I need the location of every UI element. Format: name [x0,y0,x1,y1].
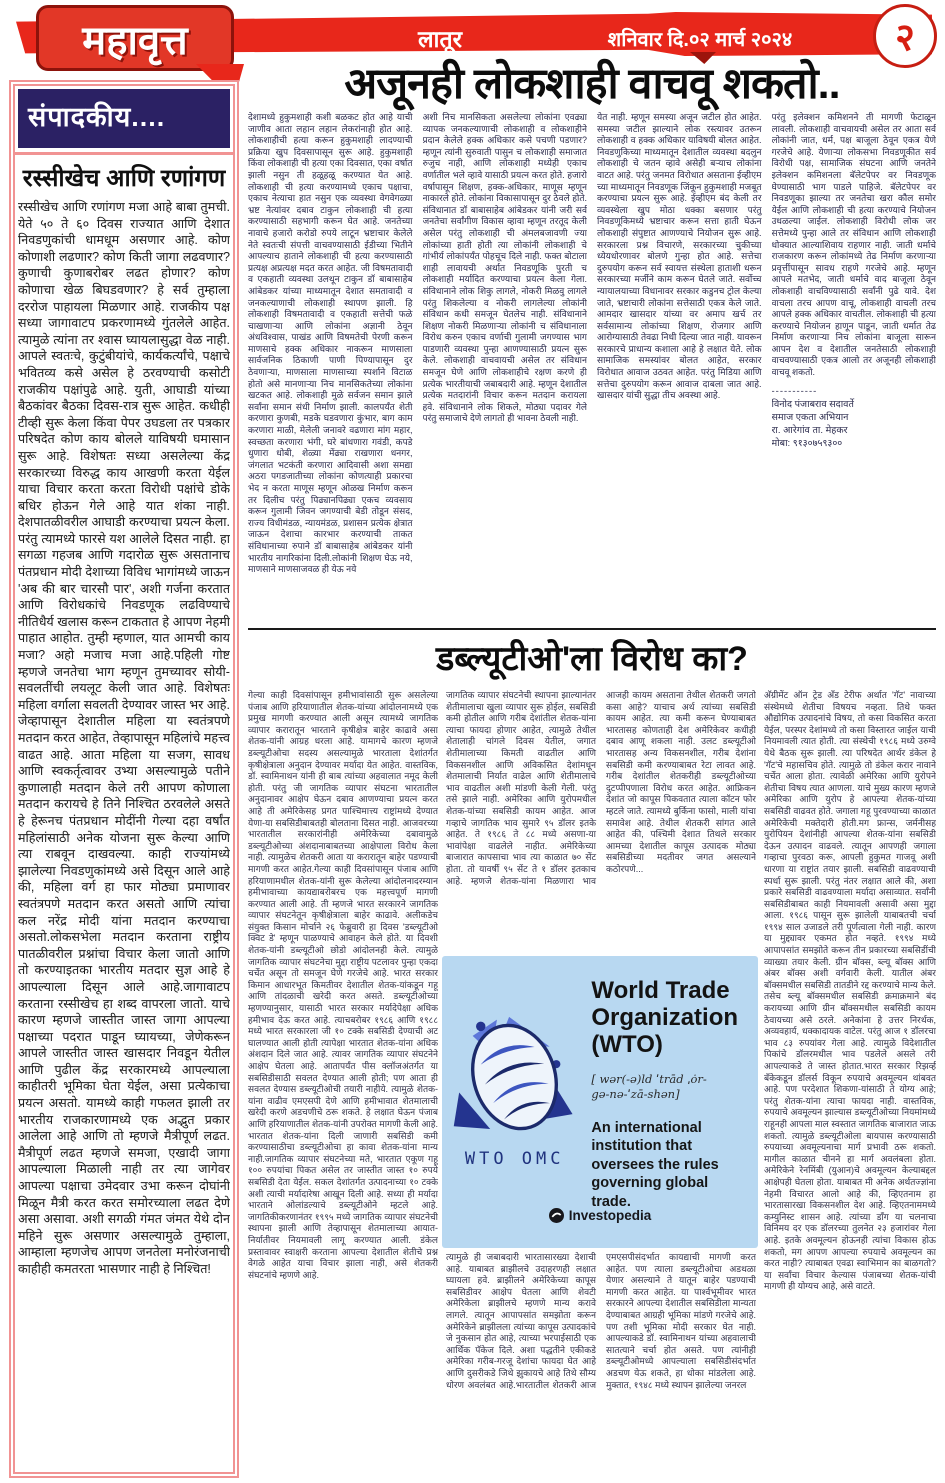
byline-mobile: मोबा: ९१३०७५९३०० [771,437,843,449]
article2-column-left: गेल्या काही दिवसांपासून हमीभावांसाठी सुरू असलेल्या पंजाब आणि हरियाणातील शेतक-यांच्या आंदोलनामध्ये एक प्रमुख मागणी करण्यात आली असून त्यामध्ये जागतिक व्यापार करारातून भारताने कृषीक्षेत्र बाहेर काढावे असा शेतक-यांनी आग्रह धरला आहे. यामागचे कारण म्हणजे डब्ल्यूटीओचा सदस्य असल्यामुळे भारताला देशांतर्गत कृषीक्षेत्राला अनुदान देण्यावर मर्यादा येत आहेत. वास्तविक, डॉ. स्वामिनाथन यांनी ही बाब त्यांच्या अहवालात नमूद केली होती. परंतु जी जागतिक व्यापार संघटना भारतातील अनुदानावर आक्षेप घेऊन दबाव आणण्याचा प्रयत्न करत आहे ती अमेरिकेसह प्रगत पाश्चिमात्त्य राष्ट्रांमध्ये देण्यात येणा-या सबसिडीबाबतही बोलताना दिसत नाही. आजवरच्या भारतातील सरकारांनीही अमेरिकेच्या दबावामुळे डब्ल्यूटीओच्या अंशदानाबाबतच्या आक्षेपाला विरोध केला नाही. त्यामुळेच शेतकरी आता या करारातून बाहेर पडण्याची मागणी करत आहेत.गेल्या काही दिवसांपासून पंजाब आणि हरियाणामधील शेतक-यांनी सुरू केलेल्या आंदोलनादरम्यान हमीभावाच्या कायद्याबरोबरच एक महत्त्वपूर्ण मागणी करण्यात आली आहे. ती म्हणजे भारत सरकारने जागतिक व्यापार संघटनेतून कृषीक्षेत्राला बाहेर काढावे. अलीकडेच संयुक्त किसान मोर्चाने २६ फेब्रुवारी हा दिवस 'डब्ल्यूटीओ क्विट डे' म्हणून पाळण्याचे आवाहन केले होते. या दिवशी शेतक-यांनी डब्ल्यूटीओ छोडो आंदोलनही केले. त्यामुळे जागतिक व्यापार संघटनेचा मुद्दा राष्ट्रीय पटलावर पुन्हा एकदा चर्चेत असून तो समजून घेणे गरजेचे आहे. भारत सरकार किमान आधारभूत किमतीवर देशातील शेतक-यांकडून गहू आणि तांदळाची खरेदी करत असते. डब्ल्यूटीओच्या म्हणण्यानुसार, यासाठी भारत सरकार मर्यादेपेक्षा अधिक हमीभाव देऊ करत आहे. त्याचबरोबर १९८६ आणि १९८८ मध्ये भारत सरकारला जी १० टक्के सबसिडी देण्याची अट घालण्यात आली होती त्यापेक्षा भारतात शेतक-यांना अधिक अंशदान दिले जात आहे. त्यावर जागतिक व्यापार संघटनेने आक्षेप घेतला आहे. आतापर्यंत पीस क्लॉजअंतर्गत या सबसिडीसाठी सवलत देण्यात आली होती; पण आता ही सवलत देण्यास डब्ल्यूटीओची तयारी नाहीये. त्यामुळे शेतक-यांना वाढीव एमएसपी देणे आणि हमीभावात शेतमालाची खरेदी करणे अडचणीचे ठरू शकते. हे लक्षात घेऊन पंजाब आणि हरियाणातील शेतक-यांनी उपरोक्त मागणी केली आहे. भारतात शेतक-यांना दिली जाणारी सबसिडी कमी करण्यासाठीचा डब्ल्यूटीओचा हा कावा शेतक-यांना मान्य नाही.जागतिक व्यापार संघटनेच्या मते, भारतात एकूण गहू १०० रुपयांचा पिकत असेल तर जास्तीत जास्त १० रुपये सबसिडी देता येईल. सकल देशांतर्गत उत्पादनाच्या १० टक्के अशी त्याची मर्यादारेषा आखून दिली आहे. सध्या ही मर्यादा भारताने ओलांडल्याचे डब्ल्यूटीओने म्हटले आहे. जागतिकीकरणानंतर १९९५ मध्ये जागतिक व्यापार संघटनेची स्थापना झाली आणि तेव्हापासून शेतमालाच्या आयात-निर्यातीवर नियमावली लागू करण्यात आली. डंकेल प्रस्तावावर स्वाक्षरी करताना आपल्या देशातील शेतीचे प्रश्न वेगळे आहेत याचा विचार झाला नाही, असे शेतकरी संघटनांचे म्हणणे आहे. [248,690,438,1280]
wto-title: World Trade Organization (WTO) [591,977,739,1058]
byline-author: विनोद पंजाबराव सदावर्ते [771,398,854,410]
article1-column-3: येत नाही. म्हणून समस्या अजून जटील होत आहेत. समस्या जटील झाल्याने लोक रस्त्यावर उतरून लोकशाही व हक्क अधिकार याविषयी बोलत आहेत. निवडणुकिच्या माध्यमातून देशातील व्यवस्था बदलुन लोकशाही चे जतन व्हावे असेही बऱ्याच लोकांना वाटत आहे. परंतु जनमत विरोधात असताना ईव्हीएम च्या माध्यमातून निवडणूक जिंकून हुकुमशाही मजबूत करण्याचा प्रयत्न सुरू आहे. ईव्हीएम बंद केली तर व्यवस्थेला खुप मोठा धक्का बसणार परंतु निवडणूकिमध्ये भ्रष्टाचार करून सत्ता हाती घेऊन लोकशाही संपुष्टात आणण्याचे नियोजन सुरू आहे. सरकारला प्रश्न विचारणे, सरकारच्या चुकीच्या ध्येयधोरणावर बोलणे गुन्हा होत आहे. सत्तेचा दुरुपयोग करून सर्व स्वायत्त संस्थेला हाताशी धरून सरकारच्या मर्जीने काम करून घेतले जाते. सर्वोच्च न्यायालयाच्या विधानावर सरकार कडुनच ट्रोल केल्या जाते, भ्रष्टाचारी लोकांना सत्तेसाठी एकत्र केले जाते. आमदार खासदार यांच्या वर अमाप खर्च तर सर्वसामान्य लोकांच्या शिक्षण, रोजगार आणि आरोग्यासाठी तेवढा निधी दिल्या जात नाही. यावरून सरकारचे प्राधान्य कशाला आहे हे लक्षात येते. लोक सामाजिक समस्यांवर बोलत आहेत, सरकार विरोधात आवाज उठवत आहेत. परंतु मिडिया आणि सत्तेचा दुरुपयोग करून आवाज दाबला जात आहे. खासदार यांची सुद्धा तीच अवस्था आहे. [597,112,762,401]
wto-image-box [442,956,758,1248]
byline-place: रा. आरेगांव ता. मेहकर [771,424,848,436]
article1-column-2: अशी निच मानसिकता असलेल्या लोकांना एवढ्या व्यापक जनकल्याणाची लोकशाही व लोकशाहीने प्रदान केलेले हक्क अधिकार कसे पचणी पडणार? म्हणून त्यांनी सुरुवाती पासुन च लोकशाही समाजात रुजुच नाही, आणि लोकशाही मध्येही एकाच वर्णातील भले व्हावे यासाठी प्रयत्न करत होते. हजारो वर्षापासून शिक्षण, हक्क-अधिकार, माणूस म्हणून नाकारले होते. लोकांना विकासापासून दुर ठेवले होते. संविधानात डॉ बाबासाहेब आंबेडकर यांनी जरी सर्व जनतेचा सर्वांगीण विकास व्हावा म्हणून तरतूद केली असेल परंतु लोकशाही ची अंमलबजावणी ज्या लोकांच्या हाती होती त्या लोकांनी लोकशाही चे गांभीर्य लोकांपर्यंत पोहचूच दिले नाही. फक्त बोटाला शाही लावायची अर्थात निवडणूकि पुरती च लोकशाही मर्यादित करण्याचा प्रयत्न केला गेला. संविधानाने लोक शिकु लागले, नोकरी मिळवु लागले परंतु शिकलेल्या व नोकरी लागलेल्या लोकांनी संविधान कधी समजून घेतलेच नाही. संविधानाने शिक्षण नोकरी मिळणाऱ्या लोकांनी च संविधानाला विरोध करुन एकाच वर्णाची गुलामी जगण्यास भाग पाडणारी व्यवस्था पुन्हा आणण्यासाठी प्रयत्न सुरू केले. लोकशाही वाचवायची असेल तर संविधान समजून घेणे आणि लोकशाहीचे रक्षण करणे ही प्रत्येक भारतीयाची जबाबदारी आहे. म्हणून देशातील प्रत्येक मतदारांनी विचार करून मतदान करायला हवे. संविधानाने लोक शिकले, मोठ्या पदावर गेले परंतु समाजाचे देणे लागतो ही भावना ठेवली नाही. [422,112,587,424]
article1-column-1: देशामध्ये हुकुमशाही कशी बळकट होत आहे याची जाणीव आता लहान लहान लेकरांनाही होत आहे. लोकशाहीची हत्या करून हुकुमशाही लादण्याची प्रक्रिया खुप दिवसापासून सुरू आहे. हुकुमशाही किंवा लोकशाही ची हत्या एका दिवसात, एका वर्षात झाली नसुन ती हळूहळू करण्यात येत आहे. लोकशाही ची हत्या करण्यामध्ये एकाच पक्षाचा, एकाच नेत्याचा हात नसुन एक व्यवस्था वेगवेगळ्या भ्रष्ट नेत्यांवर दबाव टाकुन लोकशाही ची हत्या करण्यासाठी सहभागी करून घेत आहे. जनतेच्या नावाचे हजारो करोडो रुपये लाटून भ्रष्टाचार केलेले नेते स्वतःची संपत्ती वाचवण्यासाठी ईडीच्या भितीने आपल्याच हाताने लोकशाही ची हत्या करण्यासाठी प्रत्यक्ष अप्रत्यक्ष मदत करत आहेत. जी विषमतावादी व एकहाती व्यवस्था उलथून टाकुन डॉ बाबासाहेब आंबेडकर यांच्या माध्यमातून देशात समतावादी व जनकल्याणाची लोकशाही स्थापण झाली. हि लोकशाही विषमतावादी व एकहाती सत्तेची फळे चाखणाऱ्या आणि लोकांना अज्ञानी ठेवून अंधविश्वास, पाखंड आणि विषमतेची पेरणी करून माणसाचे हक्क अधिकार नाकरून माणसाला सार्वजनिक ठिकाणी पाणी पिण्यापासून दुर ठेवणाऱ्या, माणसाला माणसाच्या स्पर्शाने विटाळ होतो असे मानणाऱ्या निच मानसिकतेच्या लोकांना खटकत आहे. लोकशाही मुळे सर्वजन समान झाले सर्वांना समान संधी निर्माण झाली. कालपर्यंत शेती करणारा कुणबी, मडके घडवणारा कुंभार, बाग काम करणारा माळी, मेलेली जनावरे वढणारा मांग महार, स्वच्छता करणारा भंगी, घरे बांधणारा गवंडी, कपडे धुणारा धोबी, शेळ्या मेंढ्या राखणारा धनगर, जंगलात भटकंती करणारा आदिवासी अशा समद्या अठरा पगडजातीच्या लोकांना कोणत्याही प्रकारचा भेद न करता माणूस म्हणून ओळख निर्माण करून तर दिलीच परंतु पिढ्यानपिढ्या एकच व्यवसाय करून गुलामी जिवन जगण्याची बेडी तोडून संसद, राज्य विधीमंडळ, न्यायमंडळ, प्रशासन प्रत्येक क्षेत्रात जाऊन देशाचा कारभार करण्याची ताकत संविधानाच्या रुपाने डॉ बाबासाहेब आंबेडकर यांनी भारतीय नागरिकांना दिली.लोकांनी शिक्षण घेऊ नये, माणसाने माणसाजवळ ही येऊ नये [248,112,413,575]
article1-byline [772,385,937,450]
editorial-box [9,80,239,1478]
investopedia-icon [549,1208,564,1223]
article2-columns-middle-top: जागतिक व्यापार संघटनेची स्थापना झाल्यानंतर शेतीमालाचा खुला व्यापार सुरू होईल, सबसिडी कमी होतील आणि गरीब देशांतील शेतक-यांना त्याचा फायदा होणार आहेत, त्यामुळे तेथील शेतालाही चांगले दिवस येतील, जगात शेतीमालाच्या किमती वाढतील आणि विकसनशील आणि अविकसित देशांमधून शेतमालाची निर्यात वाढेल आणि शेतीमालाचे भाव वाढतील अशी मांडणी केली गेली. परंतु तसे झाले नाही. अमेरिका आणि युरोपमधील शेतक-यांच्या सबसिडी कायम आहेत. आज गव्हाचे जागतिक भाव सुमारे ९५ डॉलर इतके आहेत. ते १९८६ ते ८८ मध्ये असणा-या भावांपेक्षा वाढलेले नाहीत. अमेरिकेच्या बाजारात कापसाचा भाव त्या काळात ७० सेंट होता. तो यावर्षी ९५ सेंट ते १ डॉलर इतकाच आहे. म्हणजे शेतक-यांना मिळणारा भाव आजही कायम असताना तेथील शेतकरी जगतो कसा आहे? याचाच अर्थ त्यांच्या सबसिडी कायम आहेत. त्या कमी करून घेण्याबाबत भारतासह कोणताही देश अमेरिकेवर कधीही दबाव आणू शकला नाही. उलट डब्ल्यूटीओ भारतासह अन्य विकसनशील, गरीब देशांना सबसिडी कमी करण्याबाबत रेटा लावत आहे. गरीब देशांतील शेतकरीही डब्ल्यूटीओच्या दुटप्पीपणाला विरोध करत आहेत. आफ्रिकन देशांत जो कापूस पिकवतात त्याला कॉटन फोर म्हटले जाते. त्यामध्ये बुर्किना फासो, माली यांचा समावेश आहे. तेथील शेतकरी सांगत आले आहेत की, पश्चिमी देशात तिथले सरकार आमच्या देशातील कापूस उत्पादक मोठ्या सबसिडीच्या मदतीवर जगत असल्याने कठोरपणे... [446,690,756,886]
wto-logo-icon [447,1007,582,1147]
wto-text-block [587,956,758,1210]
wto-description: An international institution that oversees the rules governing global trade. [591,1119,719,1210]
editorial-divider [15,152,233,155]
masthead [36,5,234,71]
wto-credit-text: Investopedia [568,1208,652,1223]
wto-pronunciation: [ wər(-ə)ld ˈtrād ˌȯr-gə-nə-ˈzā-shən] [591,1071,707,1102]
wto-logo [442,956,587,1206]
editorial-section-label: संपादकीय.... [18,89,230,148]
article2-column-right: अ‍ॅग्रीमेंट ऑन ट्रेड अँड टेरीफ अर्थात 'गॅट' नावाच्या संस्थेमध्ये शेतीचा विषयच नव्हता. तिथे फक्त औद्योगिक उत्पादनांचे विषय, तो कसा विकसित करता येईल, परस्पर देशांमध्ये तो कसा विस्तारत जाईल याची नियमावली त्यात होती. त्या संस्थेची १९८६ मध्ये उरुग्वे येथे बैठक सुरू झाली. त्या परिषदेत आर्थर डंकेल हे 'गॅट'चे महासचिव होते. त्यामुळे तो डंकेल करार नावाने चर्चेत आला होता. त्यावेळी अमेरिका आणि युरोपने शेतीचा विषय त्यात आणला. याचे मुख्य कारण म्हणजे अमेरिका आणि युरोप हे आपल्या शेतक-यांच्या सबसिडी वाढवत होते. जगाला गहू पुरवण्याच्या काळात अमेरिकेची मक्तेदारी होती.मग फ्रान्स, जर्मनीसह युरोपियन देशांनीही आपल्या शेतक-यांना सबसिडी देऊन उत्पादन वाढवले. त्यातून आपणही जगाला गव्हाचा पुरवठा करू, आपली हुकुमत गाजवू अशी धारणा या राष्ट्रांत तयार झाली. सबसिडी वाढवण्याची स्पर्धा सुरू झाली. परंतु नंतर लक्षात आले की, अशा प्रकारे सबसिडी वाढवण्याला मर्यादा असाव्यात. सर्वांनी सबसिडीबाबत काही नियमावली असावी असा मुद्दा आला. १९८६ पासून सुरू झालेली याबाबतची चर्चा १९९४ साल उजाडले तरी पूर्णत्वाला गेली नाही. कारण या मुद्द्यावर एकमत होत नव्हते. १९९४ मध्ये आपापसांत समझोते करून तीन प्रकारच्या सबसिडींची व्याख्या तयार केली. ग्रीन बॉक्स, ब्ल्यू बॉक्स आणि अंबर बॉक्स अशी वर्गवारी केली. यातील अंबर बॉक्समधील सबसिडी तातडीने रद्द करण्याचे मान्य केले. तसेच ब्ल्यू बॉक्समधील सबसिडी क्रमाक्रमाने बंद करायच्या आणि ग्रीन बॉक्समधील सबसिडी कायम ठेवायच्या असे ठरले. अनेकांना हे उत्तर निरर्थक, अव्यवहार्य, धक्कादायक वाटेल. परंतु आज १ डॉलरचा भाव ८३ रुपयांवर गेला आहे. त्यामुळे विदेशातील पिकांचे डॉलरमधील भाव पडलेले असले तरी आपल्याकडे ते जास्त होतात.भारत सरकार रिझर्व्ह बँकेकडून डॉलर्स विकून रुपयाचे अवमूल्यन थांबवत आहे. पण परदेशात शिकणा-यांसाठी ते योग्य आहे; परंतु शेतक-यांना त्याचा फायदा नाही. वास्तविक, रुपयाचे अवमूल्यन झाल्यास डब्ल्यूटीओच्या नियमांमध्ये राहूनही आपला माल स्वस्तात जागतिक बाजारात जाऊ शकतो. त्यामुळे डब्ल्यूटीओला बायपास करण्यासाठी रुपयाच्या अवमूल्यनाचा मार्ग प्रभावी ठरू शकतो. मागील काळात चीनने हा मार्ग अवलंबला होता. अमेरिकेने रेनमिंबी (युआन)चे अवमूल्यन केल्याबद्दल आक्षेपही घेतला होता. याबाबत मी अनेक अर्थतज्ज्ञांना नेहमी विचारत आलो आहे की, व्हिएतनाम हा भारतासारखा विकसनशील देश आहे. व्हिएतनाममध्ये कम्युनिस्ट शासन आहे. त्यांच्या डाँग या चलनाचा विनिमय दर एक डॉलरच्या तुलनेत २३ हजारांवर गेला आहे. इतके अवमूल्यन होऊनही त्यांचा विकास होऊ शकतो, मग आपण आपल्या रुपयाचे अवमूल्यन का करत नाही? त्याबाबत एवढा स्वाभिमान का बाळगतो? या सर्वांचा विचार केल्यास पंजाबच्या शेतक-यांची मागणी ही योग्यच आहे, असे वाटते. [764,690,936,1292]
article2-columns-middle-bottom: त्यामुळे ही जबाबदारी भारतासारख्या देशाची आहे. याबाबत ब्राझीलचे उदाहरणही लक्षात घ्यायला हवे. ब्राझीलने अमेरिकेच्या कापूस सबसिडीवर आक्षेप घेतला आणि शेवटी अमेरिकेला ब्राझीलचे म्हणणे मान्य करावे लागले. त्यातून आपापसांत समझोता करून अमेरिकेने ब्राझीलला त्यांच्या कापूस उत्पादकांचे जे नुकसान होत आहे, त्याच्या भरपाईसाठी एक आर्थिक पॅकेज दिले. अशा पद्धतीने एकीकडे अमेरिका गरीब-गरजू देशांचा फायदा घेत आहे आणि दुसरीकडे जिथे झुकायचे आहे तिथे सौम्य धोरण अवलंबत आहे.भारतातील शेतकरी आज एमएसपीसंदर्भात कायद्याची मागणी करत आहेत. पण त्याला डब्ल्यूटीओचा अडथळा येणार असल्याने ते यातून बाहेर पडण्याची मागणी करत आहेत. या पार्श्वभूमीवर भारत सरकारने आपल्या देशातील सबसिडीला मान्यता देण्याबाबत आग्रही भूमिका मांडणे गरजेचे आहे. पण तशी भूमिका मोदी सरकार घेत नाही. आपल्याकडे डॉ. स्वामिनाथन यांच्या अहवालाची सातत्याने चर्चा होत असते. पण त्यांनीही डब्ल्यूटीओमध्ये आपल्याला सबसिडीसंदर्भात अडचण येऊ शकते, हा धोका मांडलेला आहे. मुक्तात, १९४८ मध्ये स्थापन झालेल्या जनरल [446,1252,756,1390]
section-rule [248,628,936,630]
wto-logo-caption: WTO OMC [464,1149,565,1169]
article2-headline: डब्ल्यूटीओ'ला विरोध का? [436,640,748,678]
dateline: शनिवार दि.०२ मार्च २०२४ [607,29,793,51]
article1-headline: अजूनही लोकशाही वाचवू शकतो.. [344,60,840,108]
byline-organization: समाज एकता अभियान [771,411,849,423]
article1-column-4-text: परंतु इलेक्शन कमिशनने ती मागणी फेटाळून लावली. लोकशाही वाचवायची असेल तर आता सर्व लोकांनी जात, धर्म, पक्ष बाजूला ठेवून एकत्र येणे गरजेचे आहे. येणाऱ्या लोकसभा निवडणूकीत सर्व विरोधी पक्ष, सामाजिक संघटना आणि जनतेने इलेक्शन कमिशनला बॅलेटपेपर वर निवडणूक घेण्यासाठी भाग पाडले पाहिजे. बॅलेटपेपर वर निवडणूका झाल्या तर जनतेचा खरा कौल समोर येईल आणि लोकशाही ची हत्या करण्याचे नियोजन उधळल्या जाईल. लोकशाही विरोधी लोक जर सत्तेमध्ये पुन्हा आले तर संविधान आणि लोकशाही धोक्यात आल्याशिवाय राहणार नाही. जाती धर्माचे राजकारण करून लोकांमध्ये तेढ निर्माण करणाऱ्या प्रवृत्तींपासून सावध राहणे गरजेचे आहे. म्हणून आपले मतभेद, जाती धर्माचे वाद बाजूला ठेवून लोकशाही वाचविण्यासाठी सर्वांनी पुढे यावे. देश वाचला तरच आपण वाचू, लोकशाही वाचली तरच आपले हक्क अधिकार वाचतील. लोकशाही ची हत्या करण्याचे नियोजन हाणून पाडून, जाती धर्मात तेढ निर्माण करणाऱ्या निच लोकांना बाजूला सारून आपन देश व देशातील जनतेसाठी लोकशाही वाचवण्यासाठी एकत्र आलो तर अजूनही लोकशाही वाचवू शकतो. [771,112,936,378]
wto-image-inner [442,956,758,1210]
edition-city: लातूर [417,26,463,52]
article1-columns [248,112,936,622]
masthead-title: महावृत्त [82,18,188,63]
editorial-title: रस्सीखेच आणि रणांगण [22,165,226,192]
article1-column-4 [772,112,937,622]
editorial-body: रस्सीखेच आणि रणांगण मजा आहे बाबा तुमची. येते ५० ते ६० दिवस राज्यात आणि देशात निवडणुकांची धामधूम असणार आहे. कोण कोणाशी लढणार? कोण किती जागा लढवणार? कुणाची कुणाबरोबर लढत होणार? कोण कोणाचा खेळ बिघडवणार? हे सर्व तुम्हाला दररोज पाहायला मिळणार आहे. राजकीय पक्ष सध्या जागावाटप प्रकरणामध्ये गुंतलेले आहेत. त्यामुळे त्यांना तर श्वास घ्यायलासुद्धा वेळ नाही. आपले स्वतःचे, कुटुंबीयांचे, कार्यकर्त्यांचे, पक्षाचे भवितव्य कसे असेल हे ठरवण्याची कसोटी राजकीय पक्षांपुढे आहे. युती, आघाडी यांच्या बैठकांवर बैठका दिवस-रात्र सुरू आहेत. कधीही टीव्ही सुरू केला किंवा पेपर उघडला तर पत्रकार परिषदेत कोण काय बोलले याविषयी घमासान सुरू आहे. विशेषतः सध्या असलेल्या केंद्र सरकारच्या विरुद्ध काय आखणी करता येईल याचा विचार करता करता विरोधी पक्षांचे डोके बधिर होऊन गेले आहे यात शंका नाही. देशपातळीवरील आघाडी करण्याचा प्रयत्न केला. परंतु त्यामध्ये फारसे यश आलेले दिसत नाही. हा सगळा गहजब आणि गदारोळ सुरू असतानाच पंतप्रधान मोदी देशाच्या विविध भागांमध्ये जाऊन 'अब की बार चारसौ पार', अशी गर्जना करतात आणि विरोधकांचे निवडणूक लढविण्याचे नीतिधैर्य खलास करून टाकतात हे आपण नेहमी पाहात आहोत. तुम्ही म्हणाल, यात आमची काय मजा? अहो मजाच मजा आहे.पहिली गोष्ट म्हणजे जनतेचा भाग म्हणून तुमच्यावर सोयी-सवलतींची लयलूट केली जात आहे. विशेषतः महिला वर्गाला सवलती देण्यावर जास्त भर आहे. जेव्हापासून देशातील महिला या स्वतंत्रपणे मतदान करत आहेत, तेव्हापासून महिलांचे महत्त्व वाढत आहे. आता महिला या सजग, सावध आणि स्वकर्तृत्वावर उभ्या असल्यामुळे पतीने कुणालाही मतदान केले तरी आपण कोणाला मतदान करायचे हे तिने निश्चित ठरवलेले असते हे हेरूनच पंतप्रधान मोदींनी गेल्या दहा वर्षांत महिलांसाठी अनेक योजना सुरू केल्या आणि त्या राबवून दाखवल्या. काही राज्यांमध्ये झालेल्या निवडणुकांमध्ये असे दिसून आले आहे की, महिला वर्ग हा फार मोठ्या प्रमाणावर स्वतंत्रपणे मतदान करत असतो आणि त्यांचा कल नरेंद्र मोदी यांना मतदान करण्याचा असतो.लोकसभेला मतदान करताना राष्ट्रीय पातळीवरील प्रश्नांचा विचार केला जातो आणि तो करण्याइतका भारतीय मतदार सुज्ञ आहे हे आपल्याला दिसून आले आहे.जागावाटप करताना रस्सीखेच हा शब्द वापरला जातो. याचे कारण म्हणजे जास्तीत जास्त जागा आपल्या पक्षाच्या पदरात पाडून घ्यायच्या, जेणेकरून आपले जास्तीत जास्त खासदार निवडून येतील आणि पुढील केंद्र सरकारमध्ये आपल्याला काहीतरी भूमिका घेता येईल, असा प्रत्येकाचा प्रयत्न असतो. यामध्ये काही गफलत झाली तर भारतीय राजकारणामध्ये एक अद्भुत प्रकार आलेला आहे आणि तो म्हणजे मैत्रीपूर्ण लढत. मैत्रीपूर्ण लढत म्हणजे समजा, एखादी जागा आपल्याला मिळाली नाही तर त्या जागेवर आपल्या पक्षाचा उमेदवार उभा करून दोघांनी मिळून मैत्री करत करत समोरच्याला लढत देणे असा असावा. अशी सगळी गंमत जंमत येथे दोन महिने सुरू असणार असल्यामुळे तुम्हाला, आम्हाला म्हणजेच आपण जनतेला मनोरंजनाची काहीही कमतरता भासणार नाही हे निश्चित! [18,200,230,1276]
page-number: २ [895,17,915,59]
byline-divider: ----------- [771,385,818,397]
